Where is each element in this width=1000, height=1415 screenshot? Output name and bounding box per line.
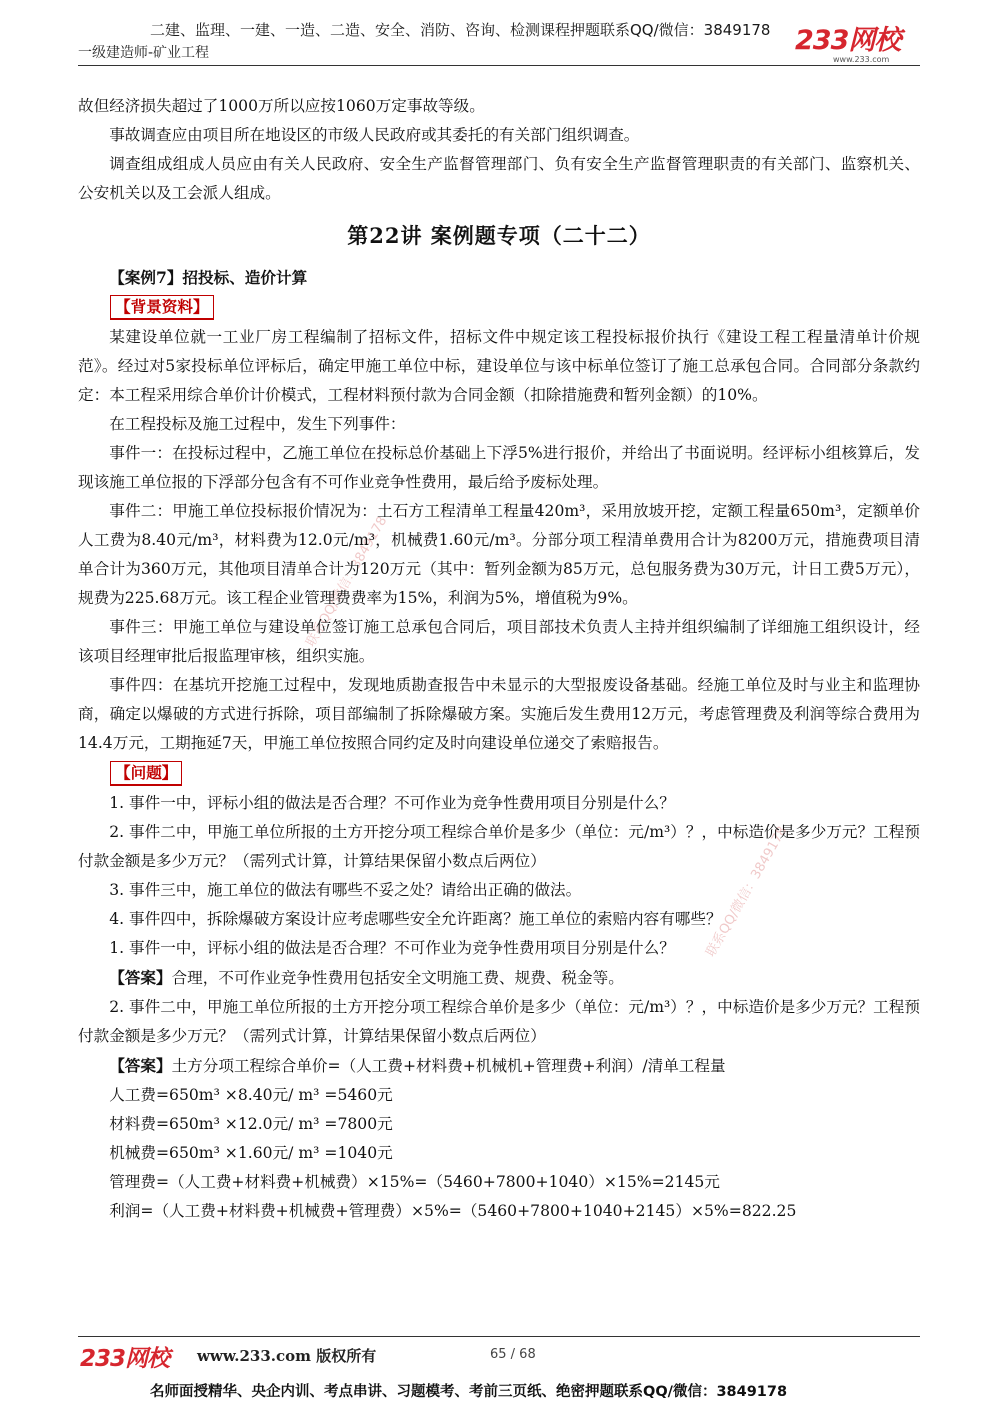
answer-label: 【答案】: [109, 968, 172, 987]
answer-2: [78, 1051, 920, 1081]
watermark: 联系QQ/微信：3849178: [303, 514, 391, 650]
watermark: 联系QQ/微信：3849178: [703, 824, 791, 960]
calc-line: 利润=（人工费+材料费+机械费+管理费）×5%=（5460+7800+1040+2145）×5%=822.25: [109, 1202, 797, 1220]
background-paragraph: 在工程投标及施工过程中，发生下列事件：: [109, 415, 406, 433]
document-body: [78, 92, 920, 1226]
answer-text: 土方分项工程综合单价=（人工费+材料费+机械机+管理费+利润）/清单工程量: [171, 1057, 726, 1075]
intro-paragraph: 故但经济损失超过了1000万所以应按1060万定事故等级。: [78, 97, 485, 115]
footer-logo: 233网校: [80, 1346, 170, 1372]
answer-question-repeat: 1. 事件一中，评标小组的做法是否合理？不可作业为竞争性费用项目分别是什么？: [109, 939, 675, 957]
answer-text: 合理，不可作业竞争性费用包括安全文明施工费、规费、税金等。: [171, 969, 624, 987]
background-section-label: 【背景资料】: [110, 295, 214, 320]
question-item: 4. 事件四中，拆除爆破方案设计应考虑哪些安全允许距离？施工单位的索赔内容有哪些？: [109, 910, 722, 928]
event-paragraph: 事件二：甲施工单位投标报价情况为：土石方工程清单工程量420m³，采用放坡开挖，定额工程量650m³，定额单价人工费为8.40元/m³，材料费为12.0元/m³，机械费1.60元/m³。分部分项工程清单费用合计为8200万元，措施费项目清单合计为360万元，其他项目清单合计为120万元（其中：暂列金额为85万元，总包服务费为30万元，计日工费5万元），规费为225.68万元。该工程企业管理费费率为15%，利润为5%，增值税为9%。: [78, 502, 920, 607]
footer-contact-banner: 名师面授精华、央企内训、考点串讲、习题模考、考前三页纸、绝密押题联系QQ/微信：3849178: [150, 1384, 788, 1400]
header-contact-banner: 二建、监理、一建、一造、二造、安全、消防、咨询、检测课程押题联系QQ/微信：3849178: [150, 21, 771, 39]
footer-divider: [78, 1336, 920, 1337]
calc-line: 管理费=（人工费+材料费+机械费）×15%=（5460+7800+1040）×15%=2145元: [109, 1173, 720, 1191]
answer-label: 【答案】: [109, 1056, 172, 1075]
footer-copyright: www.233.com 版权所有: [197, 1347, 377, 1365]
header-divider: [78, 65, 920, 66]
page-number: 65 / 68: [490, 1347, 536, 1362]
subject-label: 一级建造师-矿业工程: [78, 45, 210, 61]
lecture-title: 第22讲 案例题专项（二十二）: [347, 223, 651, 248]
background-paragraph: 某建设单位就一工业厂房工程编制了招标文件，招标文件中规定该工程投标报价执行《建设工程工程量清单计价规范》。经过对5家投标单位评标后，确定甲施工单位中标，建设单位与该中标单位签订了施工总承包合同。合同部分条款约定：本工程采用综合单价计价模式，工程材料预付款为合同金额（扣除措施费和暂列金额）的10%。: [78, 328, 920, 404]
calc-line: 材料费=650m³ ×12.0元/ m³ =7800元: [109, 1115, 393, 1133]
brand-logo: [795, 26, 925, 66]
intro-paragraph: 调查组成组成人员应由有关人民政府、安全生产监督管理部门、负有安全生产监督管理职责的有关部门、监察机关、公安机关以及工会派人组成。: [78, 155, 920, 202]
brand-logo-text: 233网校: [795, 25, 901, 56]
answer-question-repeat: 2. 事件二中，甲施工单位所报的土方开挖分项工程综合单价是多少（单位：元/m³）？，中标造价是多少万元？工程预付款金额是多少万元？（需列式计算，计算结果保留小数点后两位）: [78, 998, 920, 1045]
intro-paragraph: 事故调查应由项目所在地设区的市级人民政府或其委托的有关部门组织调查。: [109, 126, 640, 144]
question-item: 3. 事件三中，施工单位的做法有哪些不妥之处？请给出正确的做法。: [109, 881, 582, 899]
event-paragraph: 事件一：在投标过程中，乙施工单位在投标总价基础上下浮5%进行报价，并给出了书面说明。经评标小组核算后，发现该施工单位报的下浮部分包含有不可作业竞争性费用，最后给予废标处理。: [78, 444, 920, 491]
event-paragraph: 事件四：在基坑开挖施工过程中，发现地质勘查报告中未显示的大型报废设备基础。经施工单位及时与业主和监理协商，确定以爆破的方式进行拆除，项目部编制了拆除爆破方案。实施后发生费用12万元，考虑管理费及利润等综合费用为14.4万元，工期拖延7天，甲施工单位按照合同约定及时向建设单位递交了索赔报告。: [78, 676, 920, 752]
question-item: 2. 事件二中，甲施工单位所报的土方开挖分项工程综合单价是多少（单位：元/m³）？，中标造价是多少万元？工程预付款金额是多少万元？（需列式计算，计算结果保留小数点后两位）: [78, 823, 920, 870]
question-item: 1. 事件一中，评标小组的做法是否合理？不可作业为竞争性费用项目分别是什么？: [109, 794, 675, 812]
case-title: 【案例7】招投标、造价计算: [109, 268, 308, 287]
brand-logo-url: www.233.com: [833, 55, 890, 64]
event-paragraph: 事件三：甲施工单位与建设单位签订施工总承包合同后，项目部技术负责人主持并组织编制了详细施工组织设计，经该项目经理审批后报监理审核，组织实施。: [78, 618, 920, 665]
calc-line: 人工费=650m³ ×8.40元/ m³ =5460元: [109, 1086, 393, 1104]
calc-line: 机械费=650m³ ×1.60元/ m³ =1040元: [109, 1144, 393, 1162]
question-section-label: 【问题】: [110, 761, 182, 786]
answer-1: [78, 963, 920, 993]
